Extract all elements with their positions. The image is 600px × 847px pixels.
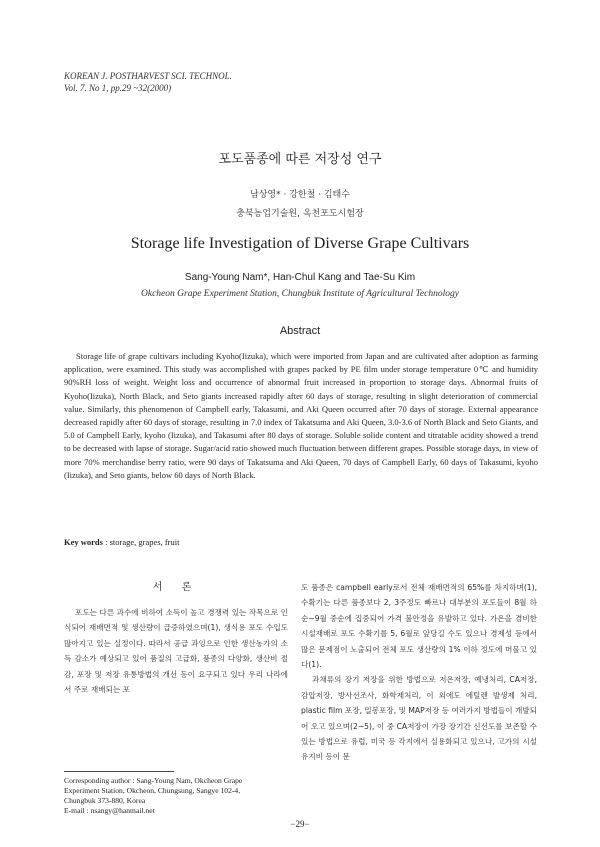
left-column	[64, 578, 288, 697]
right-column	[301, 580, 537, 765]
page-number: −29−	[290, 819, 310, 829]
abstract-text: Storage life of grape cultivars including Kyoho(Iizuka), which were imported from Japan and are cultivated after adoption as farming application, were examined. This study was accomplished with grapes packed by PE film under storage temperature 0℃ and humidity 90%RH loss of weight. Weight loss and occurrence of abnormal fruit increased in proportion to storage days. Abnormal fruits of Kyoho(Iizuka), North Black, and Seto giants increased rapidly after 60 days of storage, resulting in slight deterioration of commercial value. Similarly, this phenomenon of Campbell early, Takasumi, and Aki Queen occurred after 70 days of storage. External appearance decreased rapidly after 60 days of storage, resulting in 7.0 index of Takatsuma and Aki Queen, 3.0-3.6 of North Black and Seto Giants, and 5.0 of Campbell Early, kyoho (Iizuka), and Takasumi after 80 days of storage. Soluble solide content and titratable acidity showed a trend to be decreased with lapse of storage. Sugar/acid ratio showed much fluctuation between different grapes. Possible storage days, in view of more 70% merchandise berry ratio, were 90 days of Takatsuma and Aki Queen, 70 days of Campbell Early, 60 days of Takasumi, kyoho (Iizuka), and Seto giants, below 60 days of North Black.	[64, 351, 538, 480]
intro-paragraph-2: 과채류의 장기 저장을 위한 방법으로 저온저장, 예냉처리, CA저장, 감압저장, 방사선조사, 화학제처리, 이 외에도 에틸렌 발생제 처리, plastic film 포장, 밀봉포장, 및 MAP저장 등 여러가지 방법들이 개발되어 오고 있으며(2~5), 이 중 CA저장이 가장 장기간 신선도를 보존할 수 있는 방법으로 유럽, 미국 등 각지에서 실용화되고 있으나, 고가의 시설유지비 등이 문	[301, 675, 538, 762]
corresponding-author-footnote	[64, 776, 290, 816]
section-heading: 서 론	[152, 582, 200, 593]
intro-paragraph-1: 포도는 다른 과수에 비하여 소득이 높고 경쟁력 있는 작목으로 인식되어 재배면적 및 생산량이 급증하였으며(1), 생식용 포도 수입도 많아지고 있는 실정이다. 따라서 공급 과잉으로 인한 생산농가의 소득 감소가 예상되고 있어 품질의 고급화, 품종의 다양화, 생산비 절감, 포장 및 저장 유통방법의 개선 등이 요구되고 있다 우리 나라에서 주로 재배되는 포	[64, 608, 288, 695]
korean-affiliation: 충북농업기술원, 옥천포도시험장	[236, 209, 364, 219]
journal-volume: Vol. 7. No 1, pp.29 ~32(2000)	[64, 83, 172, 93]
intro-paragraph-1-cont: 도 품종은 campbell early로서 전체 재배면적의 65%를 차지하며(1), 수확기는 다른 품종보다 2, 3주정도 빠르나 대부분의 포도들이 8월 하순~9월 중순에 집중되어 가격 불안정을 유발하고 있다. 가온을 겸비한 시설재배로 포도 수확기를 5, 6월로 앞당길 수도 있으나 경제성 등에서 많은 문제점이 노출되어 전체 포도 생산량의 1% 이하 정도에 머물고 있다(1).	[301, 583, 537, 670]
english-authors: Sang-Young Nam*, Han-Chul Kang and Tae-Su Kim	[184, 272, 416, 283]
english-title: Storage life Investigation of Diverse Grape Cultivars	[130, 235, 470, 252]
journal-name: KOREAN J. POSTHARVEST SCI. TECHNOL.	[64, 71, 232, 81]
keywords-label: Key words	[64, 537, 103, 547]
abstract-heading: Abstract	[279, 325, 321, 337]
keywords-line	[64, 537, 179, 547]
footnote-line-1: Corresponding author : Sang-Young Nam, Okcheon Grape	[64, 776, 243, 785]
footnote-line-2: Experiment Station, Okcheon, Chungsung, Sangye 102-4,	[64, 786, 241, 795]
keywords-separator: :	[102, 537, 110, 547]
korean-authors: 남상영* · 강한철 · 김태수	[250, 190, 350, 200]
korean-title: 포도품종에 따른 저장성 연구	[218, 152, 382, 167]
english-affiliation: Okcheon Grape Experiment Station, Chungbuk Institute of Agricultural Technology	[141, 289, 459, 299]
footnote-rule	[64, 771, 174, 772]
keywords-text: storage, grapes, fruit	[109, 537, 180, 547]
footnote-line-3: Chungbuk 373-880, Korea	[64, 796, 146, 805]
journal-header	[64, 70, 232, 94]
footnote-email: E-mail : nsangy@hanmail.net	[64, 806, 155, 815]
